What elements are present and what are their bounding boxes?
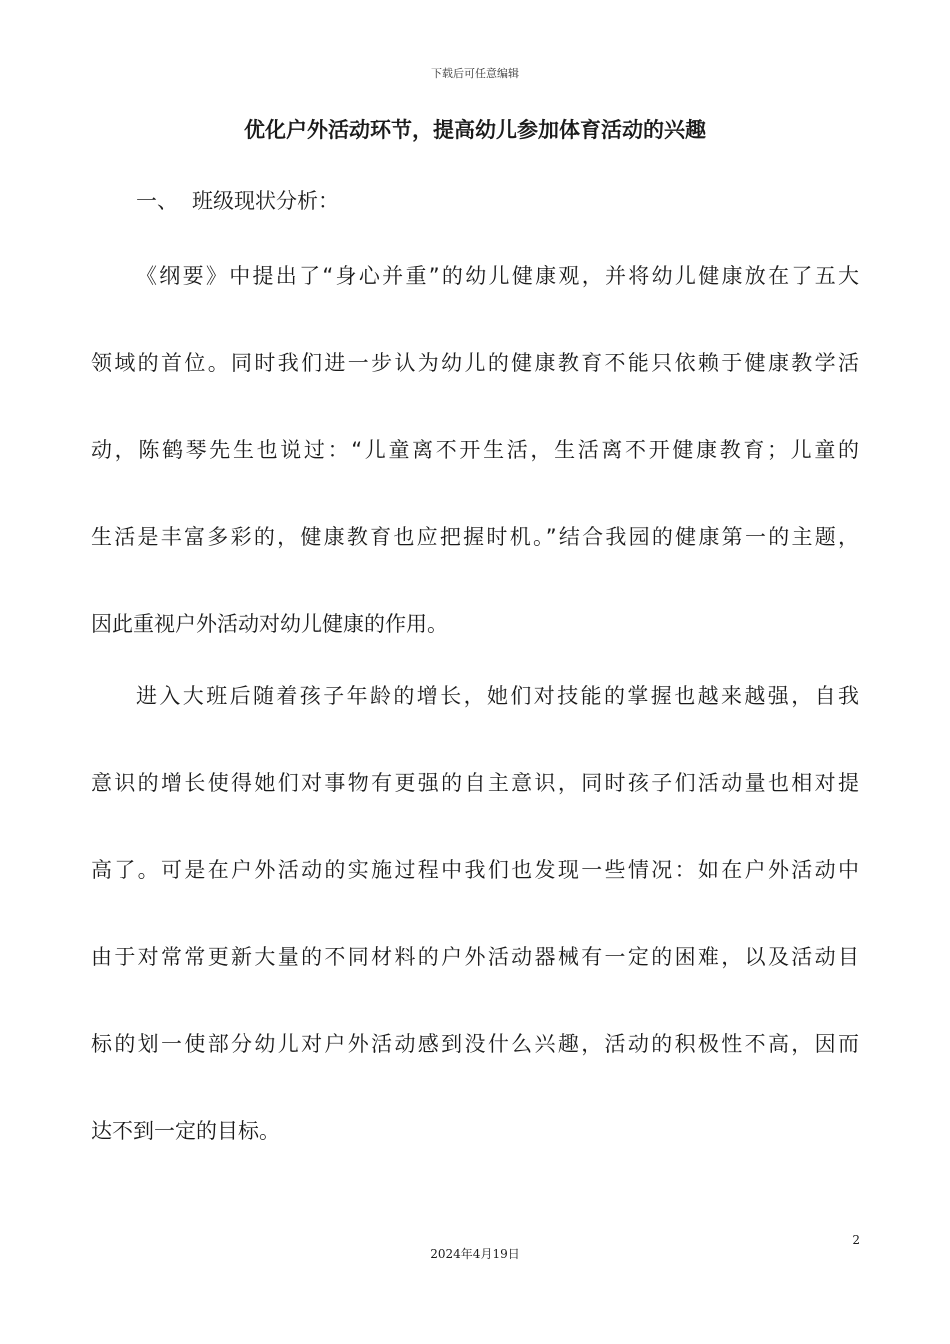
- document-title: 优化户外活动环节，提高幼儿参加体育活动的兴趣: [244, 118, 706, 142]
- paragraph-line: 进入大班后随着孩子年龄的增长，她们对技能的掌握也越来越强，自我: [136, 684, 859, 708]
- section-heading-text: 班级现状分析：: [192, 189, 339, 213]
- section-heading: [136, 187, 339, 215]
- section-number: 一、: [136, 189, 178, 213]
- page-number: 2: [852, 1233, 860, 1247]
- header-note: 下载后可任意编辑: [431, 67, 519, 80]
- paragraph-line: 由于对常常更新大量的不同材料的户外活动器械有一定的困难，以及活动目: [91, 945, 859, 969]
- paragraph-line: 动，陈鹤琴先生也说过：“儿童离不开生活，生活离不开健康教育；儿童的: [91, 438, 859, 462]
- paragraph-line: 达不到一定的目标。: [91, 1119, 280, 1143]
- paragraph-line: 标的划一使部分幼儿对户外活动感到没什么兴趣，活动的积极性不高，因而: [91, 1032, 859, 1056]
- paragraph-line: 《纲要》中提出了“身心并重”的幼儿健康观，并将幼儿健康放在了五大: [136, 264, 859, 288]
- paragraph-line: 生活是丰富多彩的，健康教育也应把握时机。”结合我园的健康第一的主题，: [91, 525, 859, 549]
- paragraph-line: 意识的增长使得她们对事物有更强的自主意识，同时孩子们活动量也相对提: [91, 771, 859, 795]
- footer-date: 2024年4月19日: [430, 1247, 520, 1261]
- paragraph-line: 因此重视户外活动对幼儿健康的作用。: [91, 612, 448, 636]
- paragraph-line: 高了。可是在户外活动的实施过程中我们也发现一些情况：如在户外活动中: [91, 858, 859, 882]
- paragraph-line: 领域的首位。同时我们进一步认为幼儿的健康教育不能只依赖于健康教学活: [91, 351, 859, 375]
